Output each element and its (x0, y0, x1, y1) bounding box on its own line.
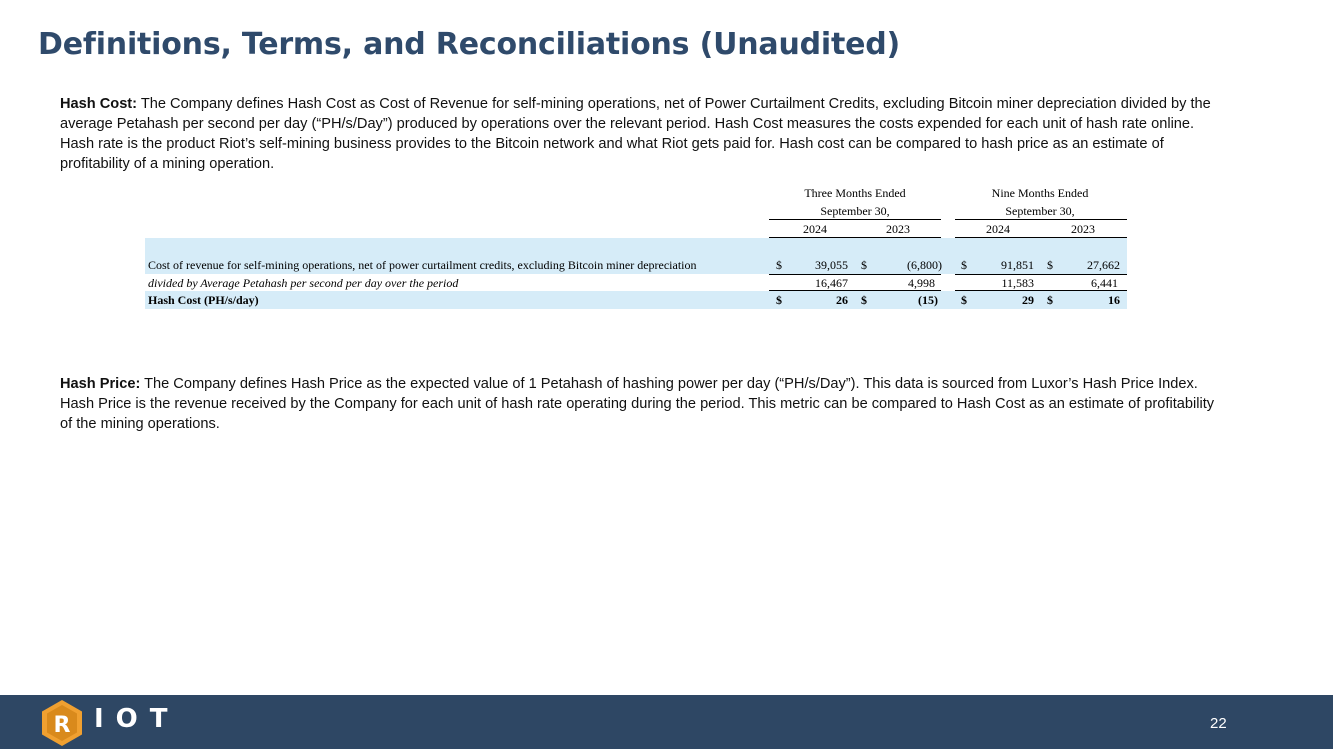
header-nine-months-date: September 30, (1005, 204, 1075, 218)
row-rule (955, 274, 1127, 275)
currency-sign: $ (1047, 258, 1053, 272)
table-cell: 16 (1108, 293, 1120, 307)
table-row-label: divided by Average Petahash per second per day over the period (148, 276, 459, 290)
header-rule (769, 219, 941, 220)
table-cell: (6,800) (907, 258, 942, 272)
row-rule (769, 274, 941, 275)
header-nine-months: Nine Months Ended (991, 186, 1089, 200)
footer-bar (0, 695, 1333, 749)
hash-price-term: Hash Price: (60, 376, 141, 392)
currency-sign: $ (776, 293, 782, 307)
year-header: 2024 (803, 222, 827, 236)
table-cell: 6,441 (1091, 276, 1118, 290)
header-three-months-date: September 30, (820, 204, 890, 218)
riot-logo-text: IOT (94, 704, 180, 734)
hash-price-definition (60, 374, 1225, 434)
table-cell: 26 (836, 293, 848, 307)
riot-logo-hex-icon (40, 699, 84, 747)
hash-cost-term: Hash Cost: (60, 96, 138, 112)
hash-cost-text: The Company defines Hash Cost as Cost of Revenue for self-mining operations, net of Power Curtailment Credits, excluding Bitcoin miner depreciation divided by the average Petahash per second per day (“PH/s/Day”) produced by operations over the relevant period. Hash Cost measures the costs expended for each unit of hash rate online. Hash rate is the product Riot’s self-mining business provides to the Bitcoin network and what Riot gets paid for. Hash cost can be compared to hash price as an estimate of profitability of a mining operation. (60, 96, 1211, 172)
year-header: 2023 (886, 222, 910, 236)
logo-letter: R (53, 713, 71, 738)
table-cell: 39,055 (815, 258, 848, 272)
table-cell: 91,851 (1001, 258, 1034, 272)
currency-sign: $ (1047, 293, 1053, 307)
currency-sign: $ (961, 258, 967, 272)
table-cell: 27,662 (1087, 258, 1120, 272)
table-cell: (15) (918, 293, 938, 307)
table-cell: 11,583 (1001, 276, 1034, 290)
hash-cost-definition (60, 94, 1225, 174)
currency-sign: $ (861, 258, 867, 272)
table-cell: 29 (1022, 293, 1034, 307)
table-cell: 4,998 (908, 276, 935, 290)
page-number: 22 (1210, 715, 1227, 732)
year-header: 2023 (1071, 222, 1095, 236)
table-row-label: Hash Cost (PH/s/day) (148, 293, 259, 307)
currency-sign: $ (776, 258, 782, 272)
currency-sign: $ (961, 293, 967, 307)
row-rule (955, 290, 1127, 291)
table-row-label: Cost of revenue for self-mining operations, net of power curtailment credits, excluding Bitcoin miner depreciation (148, 258, 697, 272)
header-three-months: Three Months Ended (804, 186, 906, 200)
currency-sign: $ (861, 293, 867, 307)
table-cell: 16,467 (815, 276, 848, 290)
row-rule (769, 290, 941, 291)
hash-price-text: The Company defines Hash Price as the expected value of 1 Petahash of hashing power per day (“PH/s/Day”). This data is sourced from Luxor’s Hash Price Index. Hash Price is the revenue received by the Company for each unit of hash rate operating during the period. This metric can be compared to Hash Cost as an estimate of profitability of the mining operations. (60, 376, 1215, 432)
page-title: Definitions, Terms, and Reconciliations (Unaudited) (38, 27, 901, 62)
header-rule (955, 219, 1127, 220)
year-header: 2024 (986, 222, 1010, 236)
